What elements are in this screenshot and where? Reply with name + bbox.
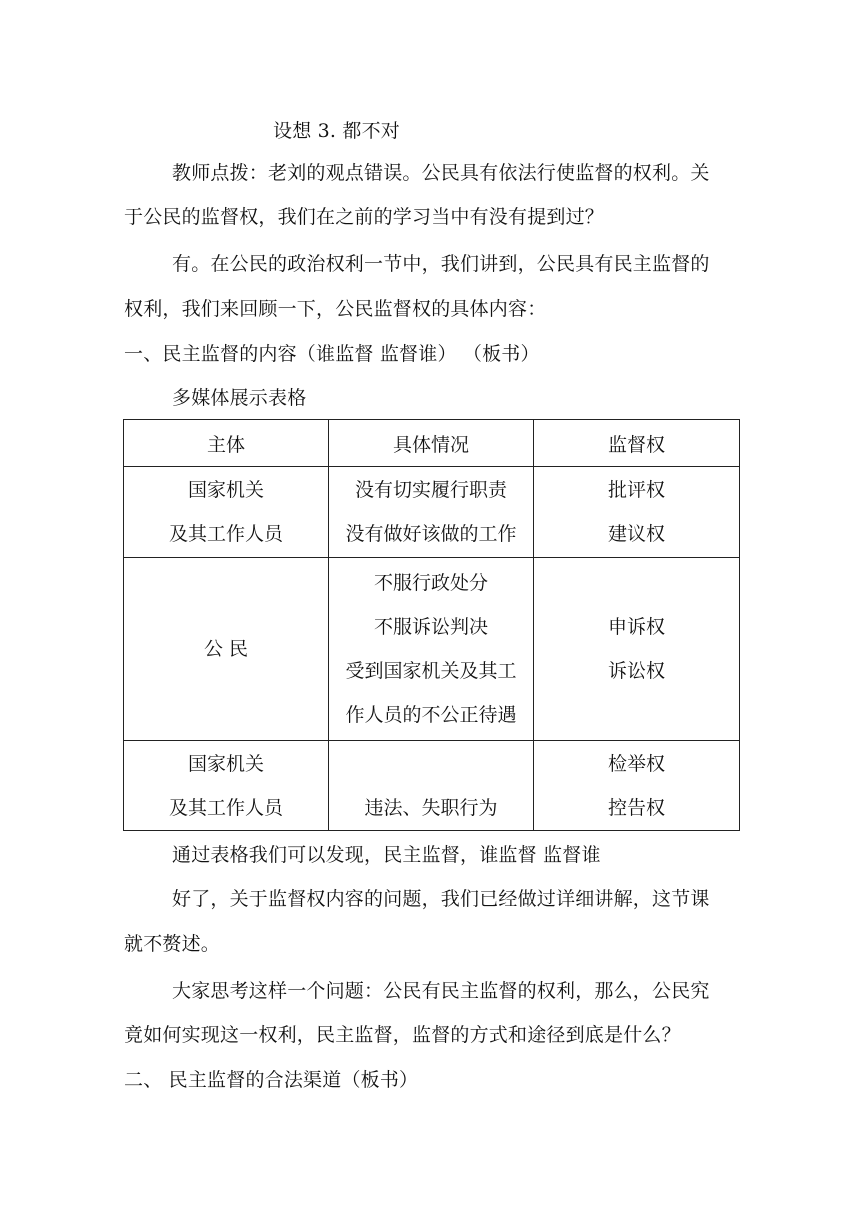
transition-line-1: 好了，关于监督权内容的问题，我们已经做过详细讲解，这节课	[172, 888, 710, 910]
table-row	[124, 467, 740, 558]
situation-text: 没有切实履行职责	[354, 479, 507, 501]
table-header-row	[124, 420, 740, 467]
situation-text: 作人员的不公正待遇	[345, 704, 517, 726]
subject-text: 国家机关	[187, 479, 264, 501]
situation-cell	[329, 741, 534, 831]
table-row	[124, 558, 740, 741]
rights-text: 建议权	[607, 523, 665, 545]
subject-cell	[124, 558, 329, 741]
header-subject: 主体	[124, 420, 329, 467]
situation-text: 不服行政处分	[373, 572, 488, 594]
question-line-2: 竟如何实现这一权利，民主监督，监督的方式和途径到底是什么？	[124, 1024, 681, 1046]
teacher-comment-line-2: 于公民的监督权，我们在之前的学习当中有没有提到过？	[124, 206, 605, 228]
header-situation: 具体情况	[329, 420, 534, 467]
hypothesis-3-line: 设想 3. 都不对	[273, 120, 401, 142]
subject-text: 及其工作人员	[168, 796, 283, 819]
header-rights: 监督权	[534, 420, 740, 467]
table-summary: 通过表格我们可以发现，民主监督，谁监督 监督谁	[172, 844, 601, 866]
question-line-1: 大家思考这样一个问题：公民有民主监督的权利，那么，公民究	[172, 980, 710, 1002]
review-paragraph-line-2: 权利，我们来回顾一下，公民监督权的具体内容：	[124, 298, 547, 320]
rights-text: 申诉权	[607, 616, 665, 638]
review-paragraph-line-1: 有。在公民的政治权利一节中，我们讲到，公民具有民主监督的	[172, 253, 710, 275]
supervision-table	[123, 419, 740, 831]
subject-text: 公 民	[203, 638, 249, 660]
situation-cell	[329, 558, 534, 741]
rights-cell	[534, 467, 740, 558]
rights-text: 检举权	[607, 752, 665, 775]
subject-cell	[124, 741, 329, 831]
rights-text: 批评权	[607, 479, 665, 501]
subject-text: 国家机关	[187, 752, 264, 775]
situation-text: 没有做好该做的工作	[345, 523, 517, 545]
transition-line-2: 就不赘述。	[124, 933, 221, 955]
rights-text: 控告权	[607, 796, 665, 819]
situation-text: 违法、失职行为	[364, 797, 498, 819]
table-row	[124, 741, 740, 831]
situation-text: 不服诉讼判决	[373, 616, 488, 638]
situation-cell	[329, 467, 534, 558]
section-heading-2: 二、 民主监督的合法渠道（板书）	[124, 1069, 419, 1091]
section-heading-1: 一、民主监督的内容（谁监督 监督谁） （板书）	[124, 343, 540, 365]
multimedia-note: 多媒体展示表格	[172, 387, 307, 409]
rights-cell	[534, 741, 740, 831]
situation-text: 受到国家机关及其工	[345, 660, 517, 682]
teacher-comment-line-1: 教师点拨：老刘的观点错误。公民具有依法行使监督的权利。关	[172, 162, 710, 184]
subject-text: 及其工作人员	[168, 523, 283, 545]
subject-cell	[124, 467, 329, 558]
rights-text: 诉讼权	[607, 660, 665, 682]
rights-cell	[534, 558, 740, 741]
